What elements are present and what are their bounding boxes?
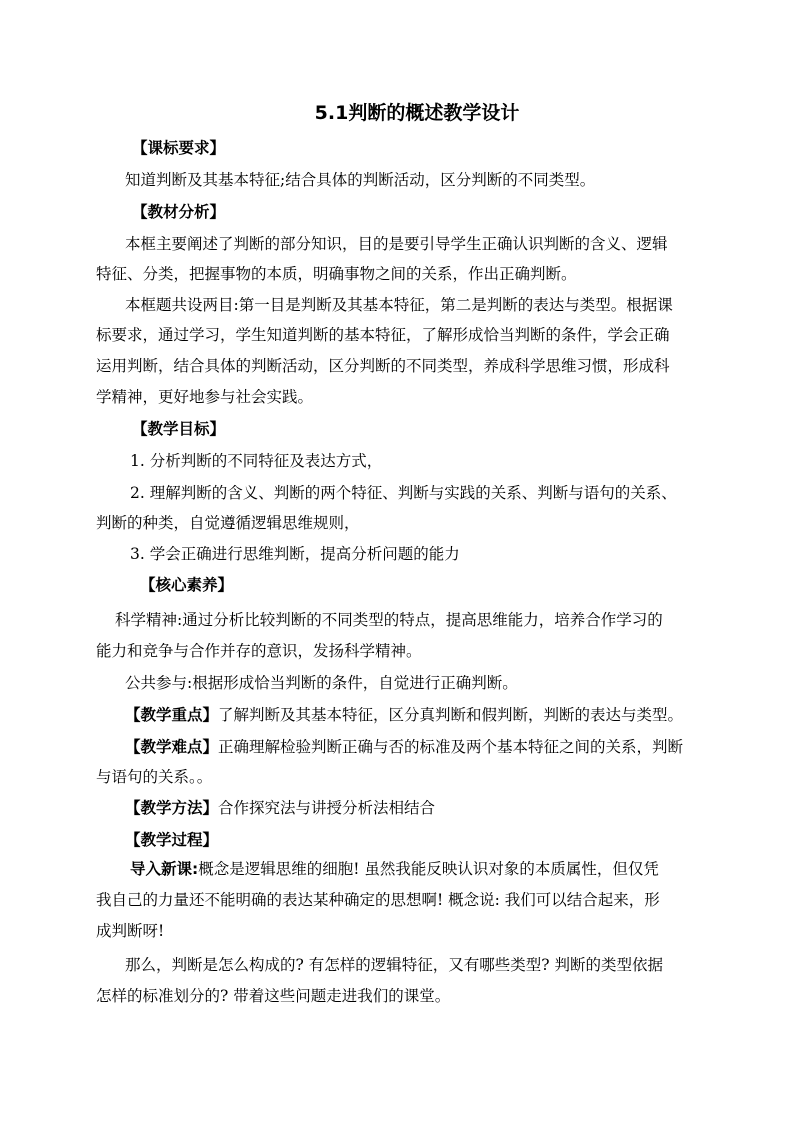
process-intro-line1	[130, 858, 659, 880]
curriculum-text: 知道判断及其基本特征;结合具体的判断活动，区分判断的不同类型。	[125, 171, 596, 189]
curriculum-heading: 【课标要求】	[132, 139, 226, 157]
difficulties-text-line1: 正确理解检验判断正确与否的标准及两个基本特征之间的关系，判断	[218, 738, 684, 756]
page-title: 5.1判断的概述教学设计	[314, 102, 520, 124]
literacy-p1-line1: 科学精神:通过分析比较判断的不同类型的特点，提高思维能力，培养合作学习的	[115, 611, 663, 629]
literacy-heading: 【核心素养】	[140, 576, 234, 594]
literacy-p2: 公共参与:根据形成恰当判断的条件，自觉进行正确判断。	[125, 674, 518, 692]
difficulties-text-line2: 与语句的关系。。	[96, 768, 213, 786]
objective-item-2-line2: 判断的种类，自觉遵循逻辑思维规则，	[96, 514, 360, 532]
material-p2-line4: 学精神，更好地参与社会实践。	[96, 388, 314, 406]
literacy-p1-line2: 能力和竞争与合作并存的意识，发扬科学精神。	[96, 642, 422, 660]
methods-heading: 【教学方法】	[125, 799, 219, 817]
methods-line	[125, 797, 435, 819]
material-heading: 【教材分析】	[132, 203, 226, 221]
key-points-line	[125, 704, 683, 726]
methods-text: 合作探究法与讲授分析法相结合	[218, 799, 436, 817]
difficulties-heading: 【教学难点】	[125, 738, 219, 756]
intro-text-line1: 概念是逻辑思维的细胞! 虽然我能反映认识对象的本质属性，但仅凭	[198, 860, 659, 878]
difficulties-line1	[125, 736, 683, 758]
objective-item-2-line1: 2. 理解判断的含义、判断的两个特征、判断与实践的关系、判断与语句的关系、	[130, 484, 677, 502]
material-p2-line2: 标要求，通过学习，学生知道判断的基本特征，了解形成恰当判断的条件，学会正确	[96, 326, 670, 344]
process-question-line2: 怎样的标准划分的? 带着这些问题走进我们的课堂。	[96, 987, 451, 1005]
material-p1-line2: 特征、分类，把握事物的本质，明确事物之间的关系，作出正确判断。	[96, 265, 577, 283]
process-heading: 【教学过程】	[125, 831, 219, 849]
process-intro-line3: 成判断呀!	[96, 922, 165, 940]
process-intro-line2: 我自己的力量还不能明确的表达某种确定的思想啊! 概念说: 我们可以结合起来，形	[96, 891, 660, 909]
key-points-text: 了解判断及其基本特征，区分真判断和假判断，判断的表达与类型。	[218, 706, 684, 724]
process-question-line1: 那么，判断是怎么构成的? 有怎样的逻辑特征，又有哪些类型? 判断的类型依据	[125, 956, 663, 974]
intro-label: 导入新课:	[130, 860, 199, 878]
key-points-heading: 【教学重点】	[125, 706, 219, 724]
objectives-heading: 【教学目标】	[132, 420, 226, 438]
material-p2-line1: 本框题共设两目:第一目是判断及其基本特征，第二是判断的表达与类型。根据课	[125, 296, 673, 314]
objective-item-3: 3. 学会正确进行思维判断，提高分析问题的能力	[130, 545, 460, 563]
material-p1-line1: 本框主要阐述了判断的部分知识，目的是要引导学生正确认识判断的含义、逻辑	[125, 235, 668, 253]
objective-item-1: 1. 分析判断的不同特征及表达方式，	[130, 452, 383, 470]
material-p2-line3: 运用判断，结合具体的判断活动，区分判断的不同类型，养成科学思维习惯，形成科	[96, 357, 670, 375]
